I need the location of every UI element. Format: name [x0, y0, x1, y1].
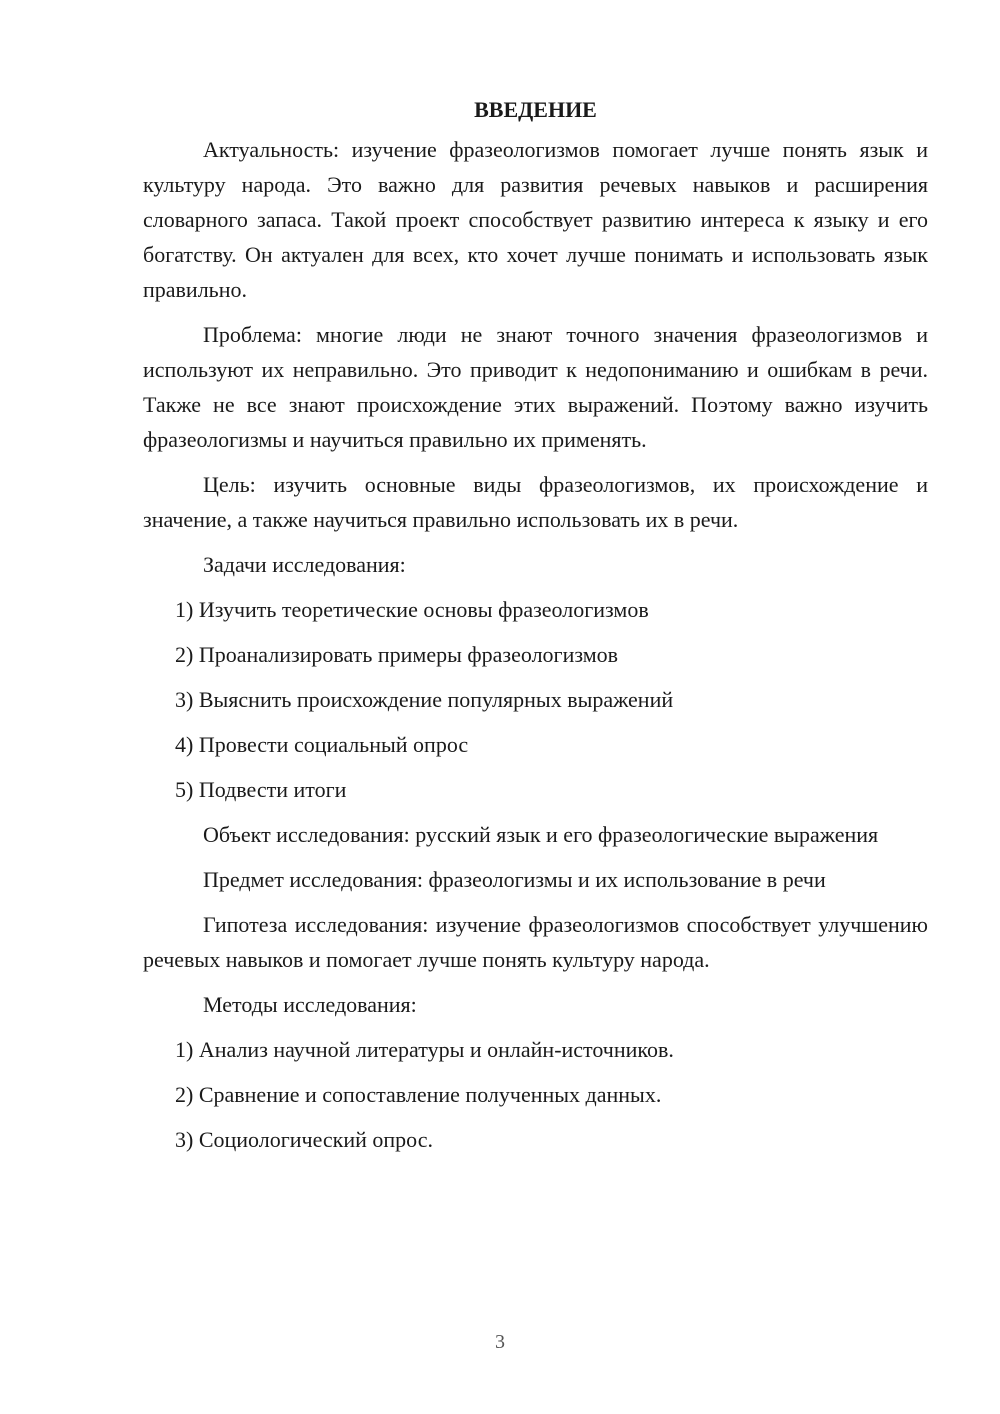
task-item: 2) Проанализировать примеры фразеологизмов: [175, 642, 619, 667]
object-paragraph: Объект исследования: русский язык и его фразеологические выражения: [203, 822, 879, 847]
methods-heading: Методы исследования:: [203, 992, 417, 1017]
page-number: 3: [495, 1331, 505, 1353]
goal-paragraph: Цель: изучить основные виды фразеологизмов, их происхождение и значение, а также научиться правильно использовать их в речи.: [143, 472, 928, 532]
methods-list: [143, 1032, 928, 1157]
hypothesis-paragraph: Гипотеза исследования: изучение фразеологизмов способствует улучшению речевых навыков и помогает лучше понять культуру народа.: [143, 912, 928, 972]
tasks-list: [143, 592, 928, 807]
problem-paragraph: Проблема: многие люди не знают точного значения фразеологизмов и используют их неправильно. Это приводит к недопониманию и ошибкам в речи. Также не все знают происхождение этих выражений. Поэтому важно изучить фразеологизмы и научиться правильно их применять.: [143, 322, 928, 452]
method-item: 3) Социологический опрос.: [175, 1127, 433, 1152]
task-item: 4) Провести социальный опрос: [175, 732, 469, 757]
subject-paragraph: Предмет исследования: фразеологизмы и их использование в речи: [203, 867, 826, 892]
task-item: 3) Выяснить происхождение популярных выражений: [175, 687, 674, 712]
task-item: 5) Подвести итоги: [175, 777, 347, 802]
method-item: 1) Анализ научной литературы и онлайн-источников.: [175, 1037, 674, 1062]
document-page: [143, 95, 928, 1167]
task-item: 1) Изучить теоретические основы фразеологизмов: [175, 597, 649, 622]
method-item: 2) Сравнение и сопоставление полученных данных.: [175, 1082, 662, 1107]
actuality-paragraph: Актуальность: изучение фразеологизмов помогает лучше понять язык и культуру народа. Это важно для развития речевых навыков и расширения словарного запаса. Такой проект способствует развитию интереса к языку и его богатству. Он актуален для всех, кто хочет лучше понимать и использовать язык правильно.: [143, 137, 928, 302]
page-title: ВВЕДЕНИЕ: [474, 97, 597, 122]
tasks-heading: Задачи исследования:: [203, 552, 406, 577]
